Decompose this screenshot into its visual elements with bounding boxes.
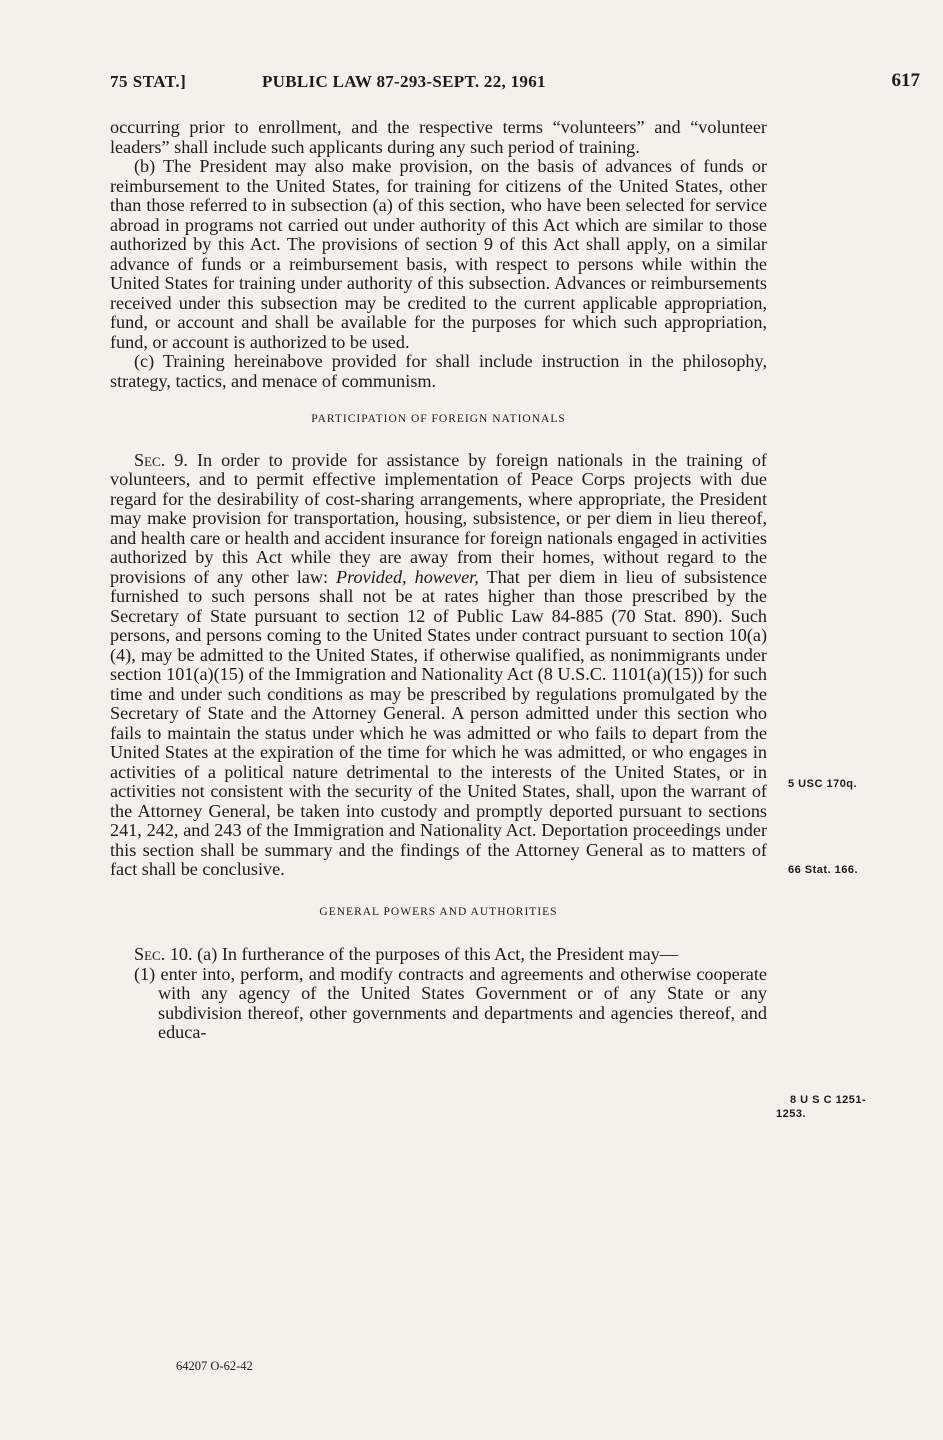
section-9-label: Sec. 9. [134, 449, 188, 470]
body-text [110, 118, 767, 1043]
section-9-text-a: In order to provide for assistance by foreign nationals in the training of volunteers, and to permit effective implementation of Peace Corps projects with due regard for the desirability of cost-sharing arrangements, where appropriate, the President may make provision for transportation, housing, subsistence, or per diem in lieu thereof, and health care or health and accident insurance for foreign nationals engaged in activities authorized by this Act while they are away from their homes, without regard to the provisions of any other law: [110, 449, 767, 587]
list-item-1: (1) enter into, perform, and modify contracts and agreements and otherwise cooperate with any agency of the United States Government or of any State or any subdivision thereof, other governments and departments and agencies thereof, and educa- [134, 963, 767, 1042]
page-header [110, 68, 920, 96]
section-9-proviso: Provided, however, [336, 566, 479, 587]
paragraph-section-10 [110, 945, 767, 965]
section-9-text-b: That per diem in lieu of subsistence furnished to such persons shall not be at rates higher than those prescribed by the Secretary of State pursuant to section 12 of Public Law 84-885 (70 Stat. 890). Such persons, and persons coming to the United States under contract pursuant to section 10(a)(4), may be admitted to the United States, if otherwise qualified, as nonimmigrants under section 101(a)(15) of the Immigration and Nationality Act (8 U.S.C. 1101(a)(15)) for such time and under such conditions as may be prescribed by regulations promulgated by the Secretary of State and the Attorney General. A person admitted under this section who fails to maintain the status under which he was admitted or who fails to depart from the United States at the expiration of the time for which he was admitted, or who engages in activities of a political nature detrimental to the interests of the United States, or in activities not consistent with the security of the United States, shall, upon the warrant of the Attorney General, be taken into custody and promptly deported pursuant to sections 241, 242, and 243 of the Immigration and Nationality Act. Deportation proceedings under this section shall be summary and the findings of the Attorney General as to matters of fact shall be conclusive. [110, 566, 767, 879]
law-title: PUBLIC LAW 87-293-SEPT. 22, 1961 [262, 72, 546, 91]
paragraph-section-9 [110, 451, 767, 880]
section-10-text: (a) In furtherance of the purposes of this Act, the President may— [192, 944, 678, 964]
section-10-label: Sec. 10. [134, 944, 193, 964]
margin-note-usc-1251: 8 U S C 1251- [790, 1094, 867, 1106]
section-heading-foreign-nationals: PARTICIPATION OF FOREIGN NATIONALS [311, 413, 566, 425]
paragraph-subsection-c: (c) Training hereinabove provided for shall include instruction in the philosophy, strategy, tactics, and menace of communism. [110, 351, 767, 391]
paragraph-continuation: occurring prior to enrollment, and the respective terms “volunteers” and “volunteer leaders” shall include such applicants during any such period of training. [110, 117, 767, 157]
paragraph-subsection-b: (b) The President may also make provision, on the basis of advances of funds or reimbursement to the United States, for training for citizens of the United States, other than those referred to in subsection (a) of this section, who have been selected for service abroad in programs not carried out under authority of this Act which are similar to those authorized by this Act. The provisions of section 9 of this Act shall apply, on a similar advance of funds or a reimbursement basis, with respect to persons while within the United States for training under authority of this subsection. Advances or reimbursements received under this subsection may be credited to the current applicable appropriation, fund, or account and shall be available for the purposes for which such appropriation, fund, or account is authorized to be used. [110, 156, 767, 352]
margin-note-usc-170q: 5 USC 170q. [788, 778, 858, 790]
print-code: 64207 O-62-42 [176, 1359, 253, 1373]
stat-reference: 75 STAT.] [110, 72, 187, 91]
section-heading-general-powers: GENERAL POWERS AND AUTHORITIES [319, 905, 558, 918]
margin-note-66-stat: 66 Stat. 166. [788, 864, 859, 876]
page-number: 617 [891, 70, 920, 91]
margin-note-usc-1253: 1253. [776, 1108, 807, 1120]
